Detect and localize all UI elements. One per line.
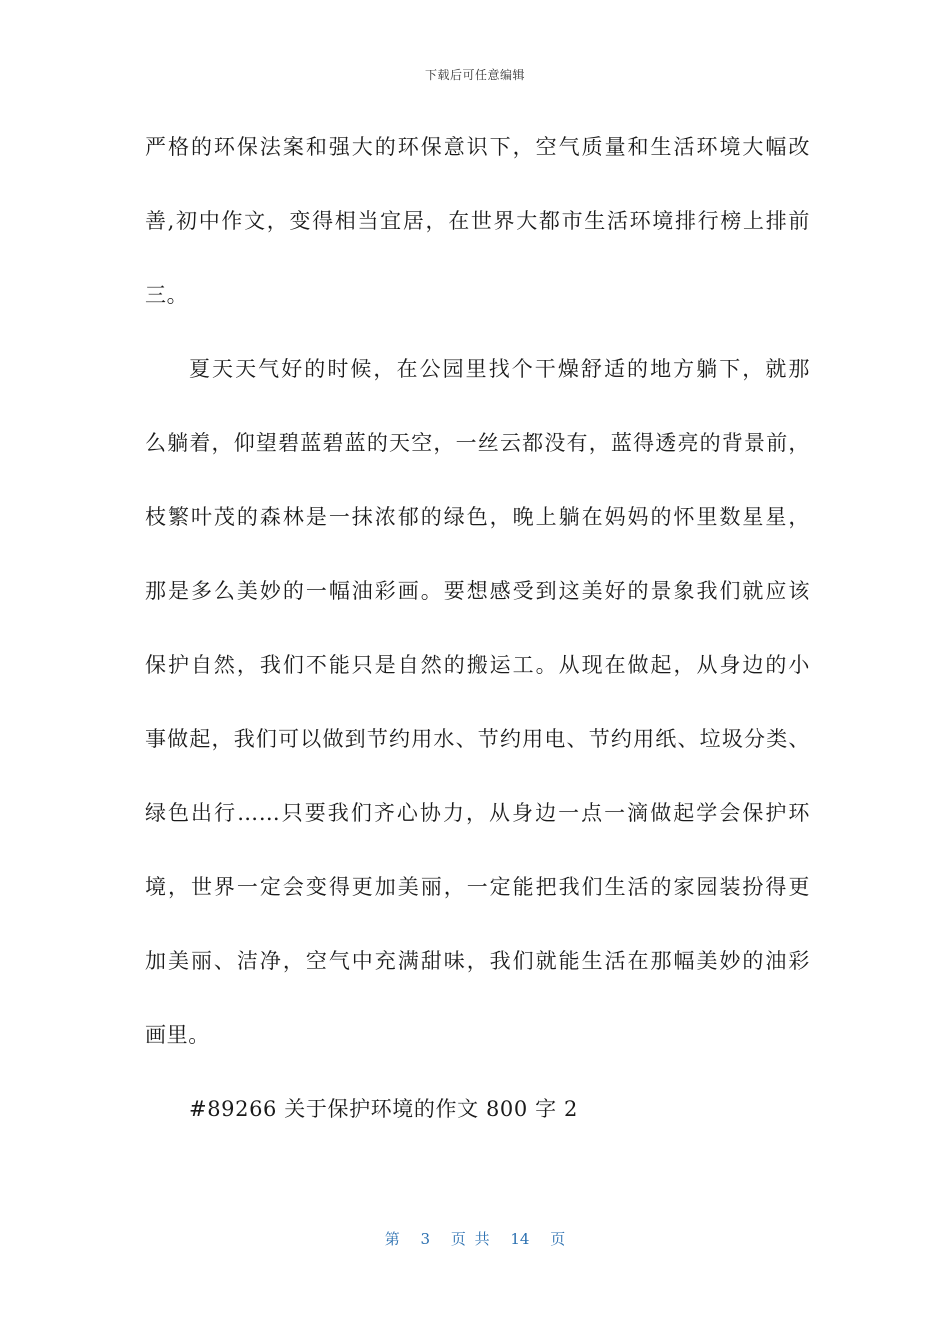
body-line-12: 加美丽、洁净，空气中充满甜味，我们就能生活在那幅美妙的油彩: [145, 949, 810, 973]
body-line-3: 三。: [145, 283, 189, 307]
section-heading: #89266 关于保护环境的作文 800 字 2: [189, 1097, 578, 1121]
body-line-6: 枝繁叶茂的森林是一抹浓郁的绿色，晚上躺在妈妈的怀里数星星，: [145, 505, 810, 529]
footer-mid: 页 共: [450, 1230, 490, 1248]
body-line-2: 善,初中作文，变得相当宜居，在世界大都市生活环境排行榜上排前: [145, 209, 810, 233]
body-line-1: 严格的环保法案和强大的环保意识下，空气质量和生活环境大幅改: [145, 135, 810, 159]
body-line-7: 那是多么美妙的一幅油彩画。要想感受到这美好的景象我们就应该: [145, 579, 810, 603]
body-line-5: 么躺着，仰望碧蓝碧蓝的天空，一丝云都没有，蓝得透亮的背景前，: [145, 431, 810, 455]
page-header: 下载后可任意编辑: [424, 68, 525, 82]
footer-current-page: 3: [420, 1230, 431, 1248]
footer-suffix: 页: [550, 1230, 566, 1248]
footer-total-pages: 14: [510, 1230, 530, 1248]
document-body: [145, 128, 810, 1164]
body-line-10: 绿色出行……只要我们齐心协力，从身边一点一滴做起学会保护环: [145, 801, 810, 825]
page-footer: [0, 1228, 950, 1249]
body-line-13: 画里。: [145, 1023, 210, 1047]
body-line-4: 夏天天气好的时候，在公园里找个干燥舒适的地方躺下，就那: [189, 357, 810, 381]
body-line-9: 事做起，我们可以做到节约用水、节约用电、节约用纸、垃圾分类、: [145, 727, 810, 751]
footer-prefix: 第: [384, 1230, 400, 1248]
body-line-8: 保护自然，我们不能只是自然的搬运工。从现在做起，从身边的小: [145, 653, 810, 677]
body-line-11: 境，世界一定会变得更加美丽，一定能把我们生活的家园装扮得更: [145, 875, 810, 899]
